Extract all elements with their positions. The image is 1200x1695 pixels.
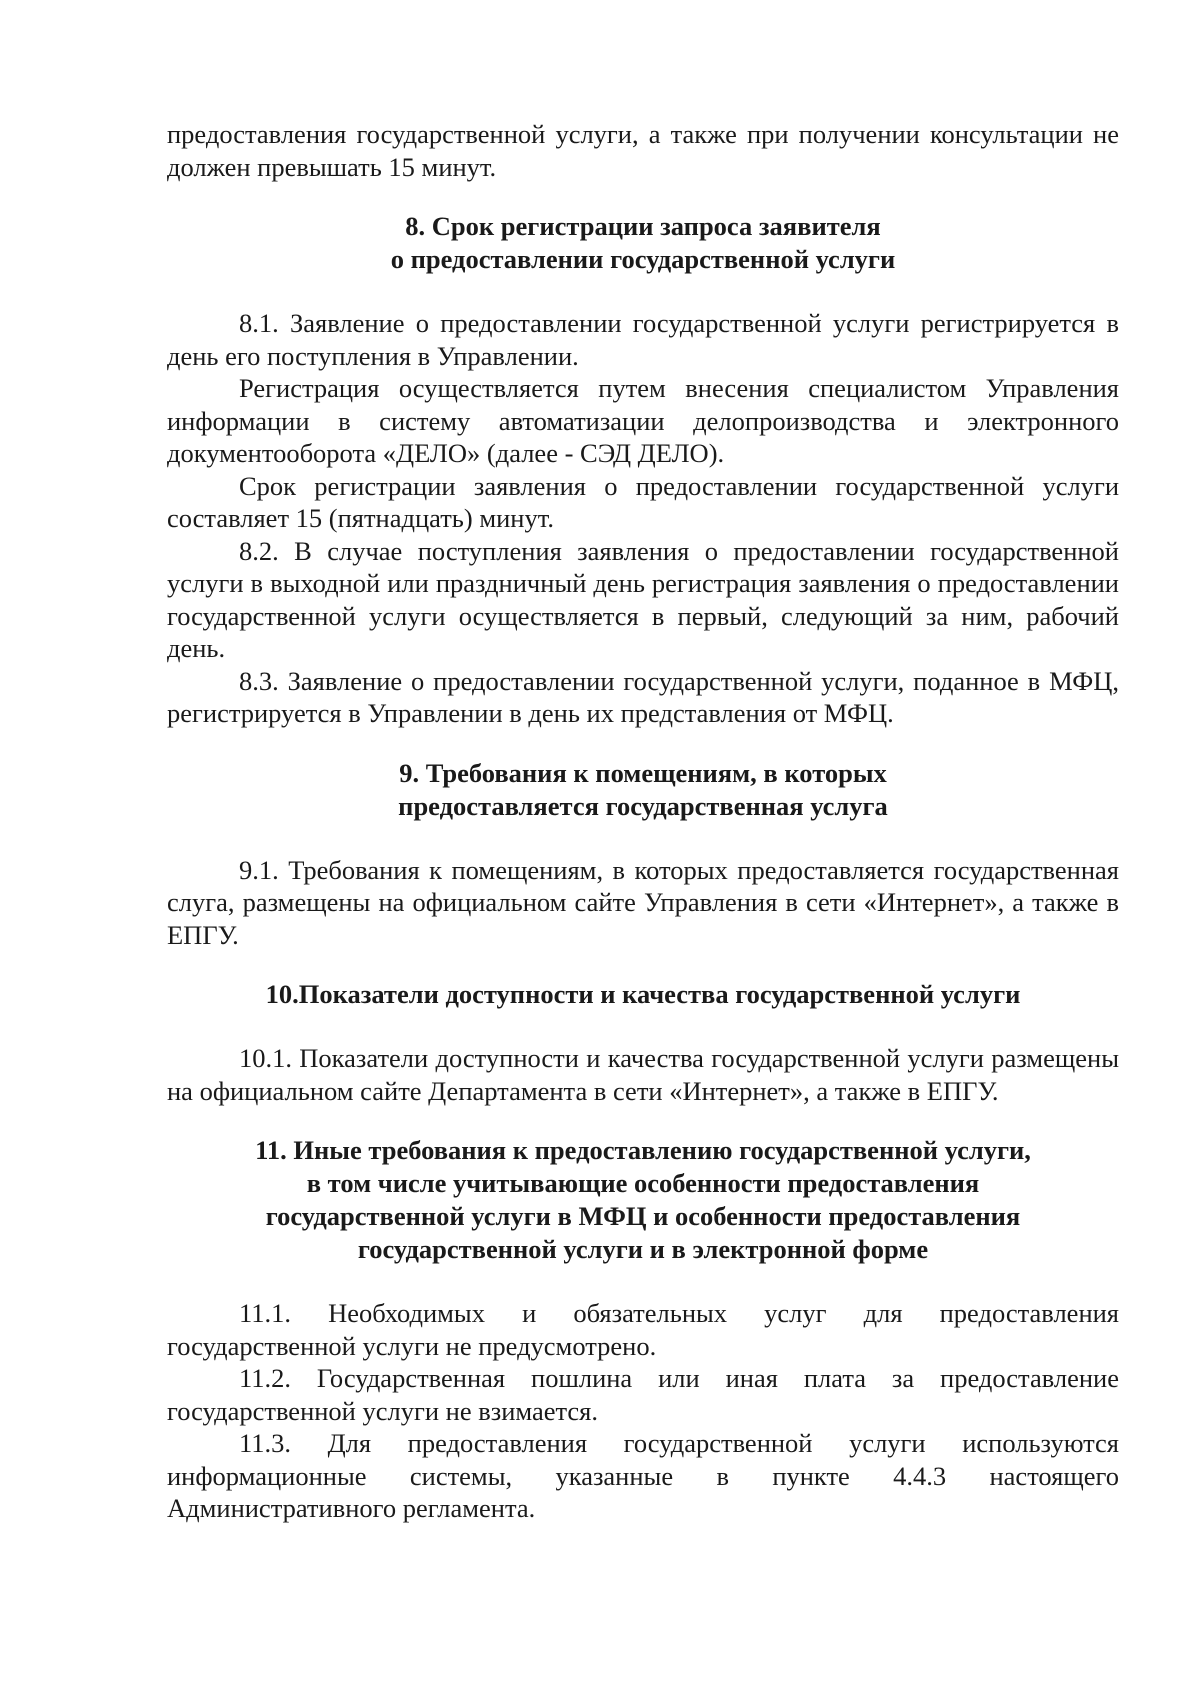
- section-9-heading-line-2: предоставляется государственная услуга: [398, 790, 888, 821]
- section-11-heading-line-4: государственной услуги и в электронной форме: [357, 1234, 929, 1264]
- section-8-heading-line-2: о предоставлении государственной услуги: [390, 244, 896, 274]
- document-page: [167, 118, 1119, 1525]
- paragraph-10-1: 10.1. Показатели доступности и качества государственной услуги размещены на официальном сайте Департамента в сети «Интернет», а также в ЕПГУ.: [167, 1043, 1119, 1106]
- paragraph-8-3: 8.3. Заявление о предоставлении государственной услуги, поданное в МФЦ, регистрируется в Управлении в день их представления от МФЦ.: [167, 665, 1119, 728]
- section-11-heading-line-3: государственной услуги в МФЦ и особенности предоставления: [265, 1201, 1021, 1231]
- paragraph-11-3: 11.3. Для предоставления государственной услуги используются информационные системы, указанные в пункте 4.4.3 настоящего Административного регламента.: [167, 1428, 1119, 1523]
- paragraph-9-1: 9.1. Требования к помещениям, в которых предоставляется государственная слуга, размещены на официальном сайте Управления в сети «Интернет», а также в ЕПГУ.: [167, 854, 1119, 950]
- intro-paragraph: предоставления государственной услуги, а также при получении консультации не должен превышать 15 минут.: [167, 119, 1119, 182]
- section-9-heading: [167, 757, 1119, 823]
- section-11-heading: [167, 1134, 1119, 1266]
- section-8-heading-line-1: 8. Срок регистрации запроса заявителя: [405, 211, 881, 241]
- section-10-heading: [167, 978, 1119, 1011]
- paragraph-11-2: 11.2. Государственная пошлина или иная плата за предоставление государственной услуги не взимается.: [167, 1363, 1119, 1426]
- section-11-heading-line-2: в том числе учитывающие особенности предоставления: [306, 1168, 980, 1198]
- paragraph-8-1: 8.1. Заявление о предоставлении государственной услуги регистрируется в день его поступления в Управлении.: [167, 308, 1119, 371]
- paragraph-8-1-registration: Регистрация осуществляется путем внесения специалистом Управления информации в систему автоматизации делопроизводства и электронного документооборота «ДЕЛО» (далее - СЭД ДЕЛО).: [167, 373, 1119, 468]
- section-8-heading: [167, 210, 1119, 276]
- section-11-heading-line-1: 11. Иные требования к предоставлению государственной услуги,: [255, 1135, 1031, 1165]
- section-9-heading-line-1: 9. Требования к помещениям, в которых: [399, 757, 887, 788]
- paragraph-8-1-term: Срок регистрации заявления о предоставлении государственной услуги составляет 15 (пятнадцать) минут.: [167, 470, 1119, 533]
- paragraph-8-2: 8.2. В случае поступления заявления о предоставлении государственной услуги в выходной или праздничный день регистрация заявления о предоставлении государственной услуги осуществляется в первый, следующий за ним, рабочий день.: [167, 535, 1119, 663]
- paragraph-11-1: 11.1. Необходимых и обязательных услуг для предоставления государственной услуги не предусмотрено.: [167, 1298, 1119, 1361]
- section-10-heading-line-1: 10.Показатели доступности и качества государственной услуги: [265, 979, 1021, 1009]
